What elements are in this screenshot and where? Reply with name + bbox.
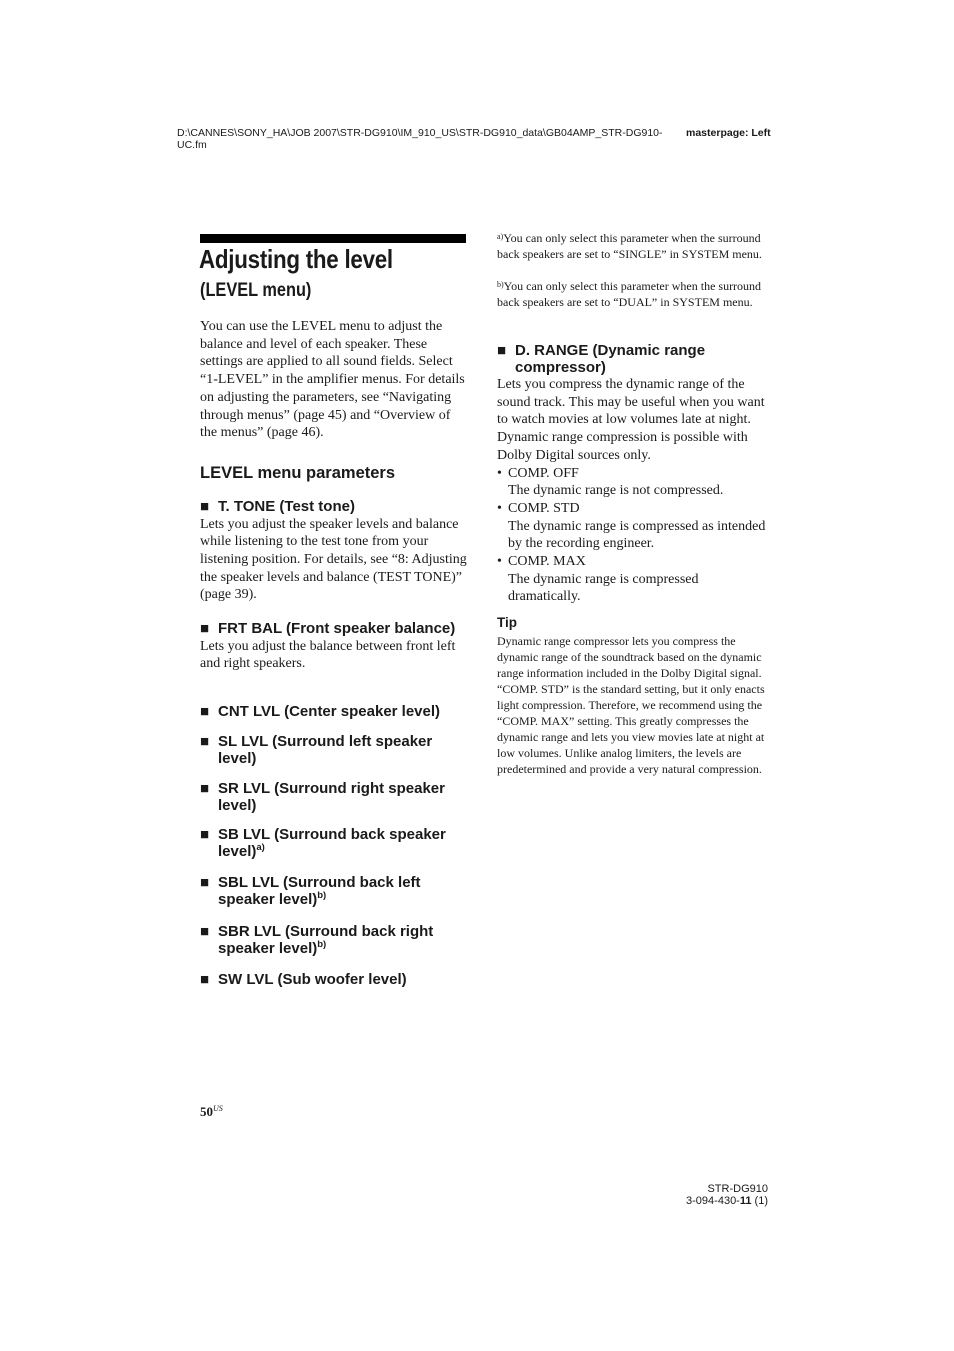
page-title: Adjusting the level	[199, 244, 393, 274]
model-number: STR-DG910	[707, 1183, 768, 1195]
param-sr-lvl	[200, 781, 470, 814]
intro-paragraph: You can use the LEVEL menu to adjust the balance and level of each speaker. These settings are applied to all sound fields. Select “1-LEVEL” in the amplifier menus. For details on adjusting the parameters, see “Navigating through menus” (page 45) and “Overview of the menus” (page 46).	[200, 319, 465, 441]
square-bullet-icon: ■	[200, 733, 210, 750]
footnote-marker: a)	[497, 232, 504, 241]
part-prefix: 3-094-430-	[686, 1195, 740, 1207]
param-label: T. TONE (Test tone)	[218, 498, 355, 515]
part-number	[640, 1195, 768, 1208]
option-name: COMP. OFF	[508, 465, 579, 481]
file-path: D:\CANNES\SONY_HA\JOB 2007\STR-DG910\IM_910_US\STR-DG910_data\GB04AMP_STR-DG910-UC.fm	[177, 127, 663, 151]
square-bullet-icon: ■	[200, 826, 210, 843]
param-sbr-lvl	[200, 924, 470, 957]
param-label: SL LVL (Surround left speaker level)	[218, 733, 433, 767]
param-label: SW LVL (Sub woofer level)	[218, 971, 407, 988]
param-t-tone	[200, 499, 470, 604]
option-name: COMP. MAX	[508, 554, 586, 570]
param-description: Lets you compress the dynamic range of the sound track. This may be useful when you want to watch movies at low volumes late at night. Dynamic range compression is possible with Dolby Digital sources only.	[497, 377, 765, 463]
footnote-ref: b)	[317, 889, 327, 901]
tip-paragraph-2: “COMP. STD” is the standard setting, but it only enacts light compression. Therefore, we recommend using the “COMP. MAX” setting. This greatly compresses the dynamic range and lets you view movies late at night at low volumes. Unlike analog limiters, the levels are predetermined and provide a very natural compression.	[497, 682, 765, 776]
title-rule	[200, 234, 466, 243]
option-name: COMP. STD	[508, 500, 580, 516]
param-sbl-lvl	[200, 875, 470, 908]
tip-label: Tip	[497, 615, 517, 630]
page-subtitle: (LEVEL menu)	[200, 280, 312, 301]
param-label: SBL LVL (Surround back left speaker level)	[218, 874, 421, 908]
param-d-range	[497, 343, 767, 606]
part-suffix: (1)	[751, 1195, 768, 1207]
param-cnt-lvl	[200, 704, 470, 721]
tip-text	[497, 633, 769, 777]
param-label: FRT BAL (Front speaker balance)	[218, 620, 456, 637]
footnote-ref: a)	[256, 841, 265, 853]
option-comp-max	[497, 553, 767, 606]
page-number-suffix: US	[213, 1104, 223, 1113]
param-label: CNT LVL (Center speaker level)	[218, 703, 441, 720]
footnote-text: You can only select this parameter when the surround back speakers are set to “SINGLE” in SYSTEM menu.	[497, 231, 762, 261]
param-label: D. RANGE (Dynamic range compressor)	[515, 342, 706, 376]
square-bullet-icon: ■	[200, 498, 210, 515]
footnote-a	[497, 230, 769, 262]
page-number	[200, 1104, 223, 1120]
param-sb-lvl	[200, 827, 470, 860]
option-description: The dynamic range is not compressed.	[508, 483, 724, 499]
page-number-value: 50	[200, 1104, 213, 1119]
footnote-marker: b)	[497, 280, 504, 289]
masterpage-label: masterpage: Left	[686, 127, 771, 139]
option-description: The dynamic range is compressed as intended by the recording engineer.	[508, 518, 766, 552]
param-sl-lvl	[200, 734, 470, 767]
option-description: The dynamic range is compressed dramatically.	[508, 571, 699, 605]
param-label: SB LVL (Surround back speaker level)	[218, 826, 446, 860]
bullet-icon: •	[497, 554, 502, 570]
square-bullet-icon: ■	[200, 923, 210, 940]
square-bullet-icon: ■	[200, 874, 210, 891]
square-bullet-icon: ■	[200, 703, 210, 720]
part-revision: 11	[739, 1195, 752, 1207]
footnote-ref: b)	[317, 938, 327, 950]
square-bullet-icon: ■	[200, 971, 210, 988]
section-heading: LEVEL menu parameters	[200, 464, 396, 482]
bullet-icon: •	[497, 465, 502, 481]
footnote-text: You can only select this parameter when the surround back speakers are set to “DUAL” in SYSTEM menu.	[497, 279, 762, 309]
tip-paragraph-1: Dynamic range compressor lets you compress the dynamic range of the soundtrack based on the dynamic range information included in the Dolby Digital signal.	[497, 634, 762, 680]
option-comp-off	[497, 465, 767, 500]
param-sw-lvl	[200, 972, 470, 989]
bullet-icon: •	[497, 500, 502, 516]
param-description: Lets you adjust the balance between front left and right speakers.	[200, 638, 456, 672]
option-comp-std	[497, 500, 767, 553]
param-description: Lets you adjust the speaker levels and balance while listening to the test tone from your listening position. For details, see “8: Adjusting the speaker levels and balance (TEST TONE)” (page 39).	[200, 516, 467, 603]
param-label: SBR LVL (Surround back right speaker level)	[218, 923, 434, 957]
param-frt-bal	[200, 621, 470, 673]
param-label: SR LVL (Surround right speaker level)	[218, 780, 445, 814]
square-bullet-icon: ■	[497, 342, 507, 359]
square-bullet-icon: ■	[200, 780, 210, 797]
square-bullet-icon: ■	[200, 620, 210, 637]
footnote-b	[497, 278, 769, 310]
